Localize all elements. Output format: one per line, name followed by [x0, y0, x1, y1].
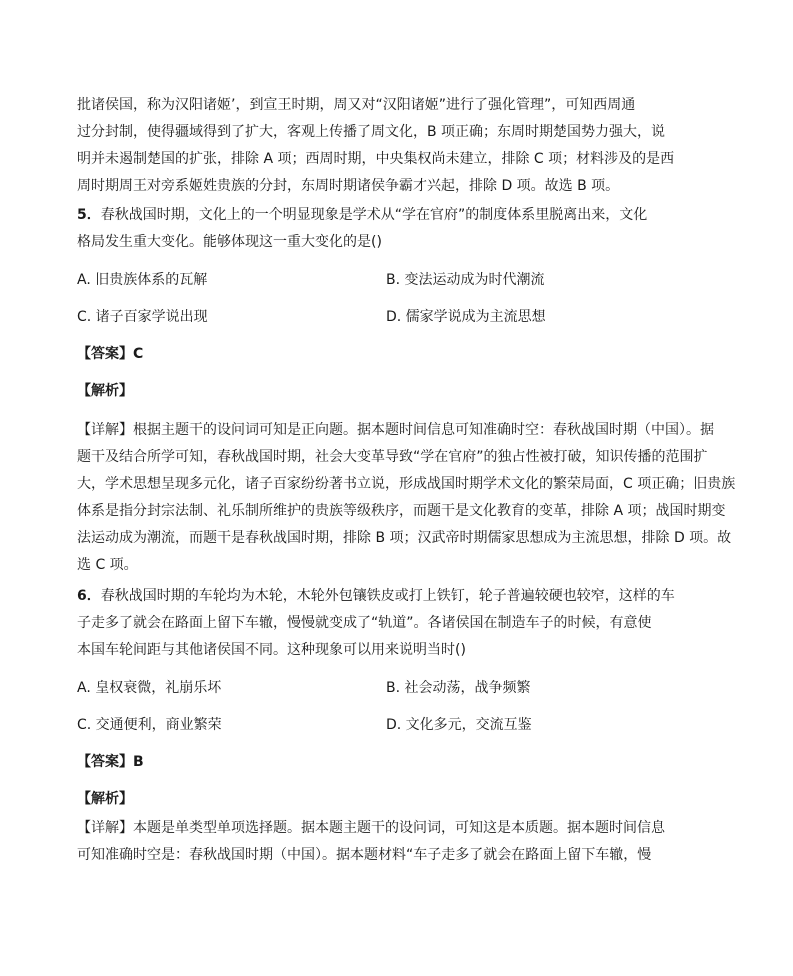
- explanation-line: 过分封制，使得疆域得到了扩大，客观上传播了周文化，B 项正确；东周时期楚国势力强大，说: [77, 124, 666, 140]
- detail-line: 大，学术思想呈现多元化，诸子百家纷纷著书立说，形成战国时期学术文化的繁荣局面，C 项正确；旧贵族: [77, 476, 736, 492]
- question-5-stem-cont: 格局发生重大变化。能够体现这一重大变化的是(): [77, 234, 382, 250]
- detail-line: 选 C 项。: [77, 557, 138, 573]
- explanation-line: 批诸侯国，称为汉阳诸姬’，到宣王时期，周又对“汉阳诸姬”进行了强化管理”，可知西周通: [77, 97, 636, 113]
- detail-line: 【详解】本题是单类型单项选择题。据本题主题干的设问词，可知这是本质题。据本题时间信息: [77, 820, 665, 836]
- question-6-stem-cont: 子走多了就会在路面上留下车辙，慢慢就变成了“轨道”。各诸侯国在制造车子的时候，有意使: [77, 615, 652, 631]
- detail-line: 题干及结合所学可知，春秋战国时期，社会大变革导致“学在官府”的独占性被打破，知识传播的范围扩: [77, 449, 708, 465]
- question-number: 6．: [77, 588, 101, 604]
- analysis-label: 【解析】: [77, 791, 133, 807]
- option-a: A. 皇权衰微，礼崩乐坏: [77, 680, 222, 696]
- option-b: B. 社会动荡，战争频繁: [386, 680, 531, 696]
- detail-line: 法运动成为潮流，而题干是春秋战国时期，排除 B 项；汉武帝时期儒家思想成为主流思想，排除 D 项。故: [77, 530, 732, 546]
- analysis-label: 【解析】: [77, 383, 133, 399]
- option-a: A. 旧贵族体系的瓦解: [77, 272, 208, 288]
- explanation-line: 明并未遏制楚国的扩张，排除 A 项；西周时期，中央集权尚未建立，排除 C 项；材料涉及的是西: [77, 151, 675, 167]
- question-6-stem: [77, 586, 717, 606]
- question-6-stem-cont: 本国车轮间距与其他诸侯国不同。这种现象可以用来说明当时(): [77, 642, 466, 658]
- detail-line: 【详解】根据主题干的设问词可知是正向题。据本题时间信息可知准确时空：春秋战国时期（中国）。据: [77, 422, 714, 438]
- detail-line: 体系是指分封宗法制、礼乐制所维护的贵族等级秩序，而题干是文化教育的变革，排除 A 项；战国时期变: [77, 503, 726, 519]
- question-number: 5．: [77, 207, 101, 223]
- detail-line: 可知准确时空是：春秋战国时期（中国）。据本题材料“车子走多了就会在路面上留下车辙，慢: [77, 847, 652, 863]
- option-b: B. 变法运动成为时代潮流: [386, 272, 545, 288]
- option-d: D. 儒家学说成为主流思想: [386, 309, 546, 325]
- option-d: D. 文化多元，交流互鉴: [386, 717, 532, 733]
- option-c: C. 交通便利，商业繁荣: [77, 717, 222, 733]
- option-c: C. 诸子百家学说出现: [77, 309, 208, 325]
- question-5-stem: [77, 205, 717, 225]
- question-stem-text: 春秋战国时期，文化上的一个明显现象是学术从“学在官府”的制度体系里脱离出来，文化: [100, 207, 648, 223]
- answer-label: 【答案】C: [77, 346, 144, 362]
- question-stem-text: 春秋战国时期的车轮均为木轮，木轮外包镶铁皮或打上铁钉，轮子普遍较硬也较窄，这样的车: [100, 588, 675, 604]
- explanation-line: 周时期周王对旁系姬姓贵族的分封，东周时期诸侯争霸才兴起，排除 D 项。故选 B 项。: [77, 178, 620, 194]
- answer-label: 【答案】B: [77, 754, 144, 770]
